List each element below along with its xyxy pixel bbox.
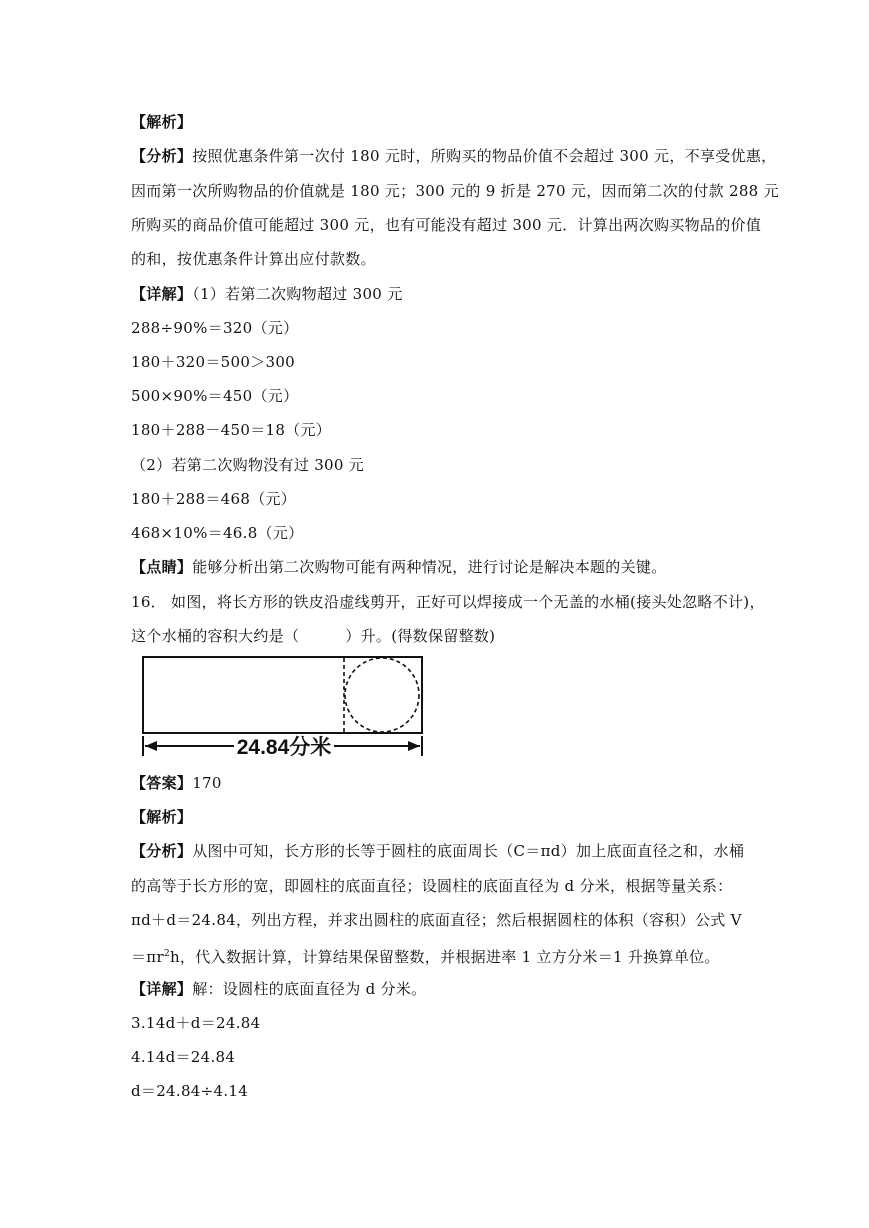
question-16-line-2 (131, 626, 495, 646)
calc-line-2: 180＋320＝500＞300 (131, 353, 296, 371)
question-16-line-1: 16． 如图，将长方形的铁皮沿虚线剪开，正好可以焊接成一个无盖的水桶(接头处忽略不计)， (131, 593, 765, 611)
dashed-base-circle (345, 658, 419, 732)
analysis-line-7: πd＋d＝24.84，列出方程，并求出圆柱的底面直径；然后根据圆柱的体积（容积）公式 V (131, 911, 742, 929)
analysis-line-6: 的高等于长方形的宽，即圆柱的底面直径；设圆柱的底面直径为 d 分米，根据等量关系： (131, 877, 733, 895)
analysis-text-1: 按照优惠条件第一次付 180 元时，所购买的物品价值不会超过 300 元，不享受优惠， (192, 147, 777, 165)
detail-case-1: （1）若第二次购物超过 300 元 (192, 285, 403, 303)
analysis-text-2: 从图中可知，长方形的长等于圆柱的底面周长（C＝πd）加上底面直径之和，水桶 (192, 842, 745, 860)
detail-paragraph-2 (131, 979, 426, 999)
arrow-right-icon (408, 741, 420, 751)
detail-text-2: 解：设圆柱的底面直径为 d 分米。 (192, 980, 427, 998)
remark-paragraph (131, 557, 667, 577)
line-analysis-heading-1: 【解析】 (131, 113, 193, 131)
length-label: 24.84分米 (236, 736, 332, 759)
iron-sheet-rectangle (143, 657, 422, 733)
equation-line-3: d＝24.84÷4.14 (131, 1082, 249, 1100)
question-16-text-b: ）升。(得数保留整数) (345, 627, 496, 645)
line-analysis-heading-2: 【解析】 (131, 808, 193, 826)
formula-part-b: h，代入数据计算，计算结果保留整数，并根据进率 1 立方分米＝1 升换算单位。 (169, 948, 720, 966)
formula-exponent: 2 (163, 949, 170, 959)
detail-tag: 【详解】 (131, 285, 193, 303)
analysis-paragraph-1 (131, 146, 776, 166)
calc-line-5: 180＋288＝468（元） (131, 490, 297, 508)
calc-line-1: 288÷90%＝320（元） (131, 319, 299, 337)
analysis-line-2: 因而第一次所购物品的价值就是 180 元；300 元的 9 折是 270 元，因而第二次的付款 288 元 (131, 182, 779, 200)
equation-line-2: 4.14d＝24.84 (131, 1048, 236, 1066)
answer-value: 170 (192, 774, 222, 792)
analysis-line-8 (131, 944, 720, 967)
detail-case-2: （2）若第二次购物没有过 300 元 (131, 456, 365, 474)
answer-paragraph (131, 773, 222, 793)
analysis-line-4: 的和，按优惠条件计算出应付款数。 (131, 250, 376, 268)
analysis-paragraph-2 (131, 841, 744, 861)
remark-text: 能够分析出第二次购物可能有两种情况，进行讨论是解决本题的关键。 (192, 558, 667, 576)
calc-line-6: 468×10%＝46.8（元） (131, 524, 304, 542)
rectangle-figure (136, 650, 436, 760)
detail-paragraph-1 (131, 284, 403, 304)
detail-tag-2: 【详解】 (131, 980, 193, 998)
answer-tag: 【答案】 (131, 774, 193, 792)
calc-line-3: 500×90%＝450（元） (131, 387, 299, 405)
analysis-tag-2: 【分析】 (131, 842, 193, 860)
arrow-left-icon (145, 741, 157, 751)
analysis-line-3: 所购买的商品价值可能超过 300 元，也有可能没有超过 300 元．计算出两次购买物品的价值 (131, 216, 762, 234)
analysis-tag: 【分析】 (131, 147, 193, 165)
equation-line-1: 3.14d＋d＝24.84 (131, 1014, 261, 1032)
question-16-text-a: 这个水桶的容积大约是（ (131, 627, 300, 645)
calc-line-4: 180＋288－450＝18（元） (131, 421, 332, 439)
remark-tag: 【点睛】 (131, 558, 193, 576)
formula-part-a: ＝πr (131, 948, 164, 966)
